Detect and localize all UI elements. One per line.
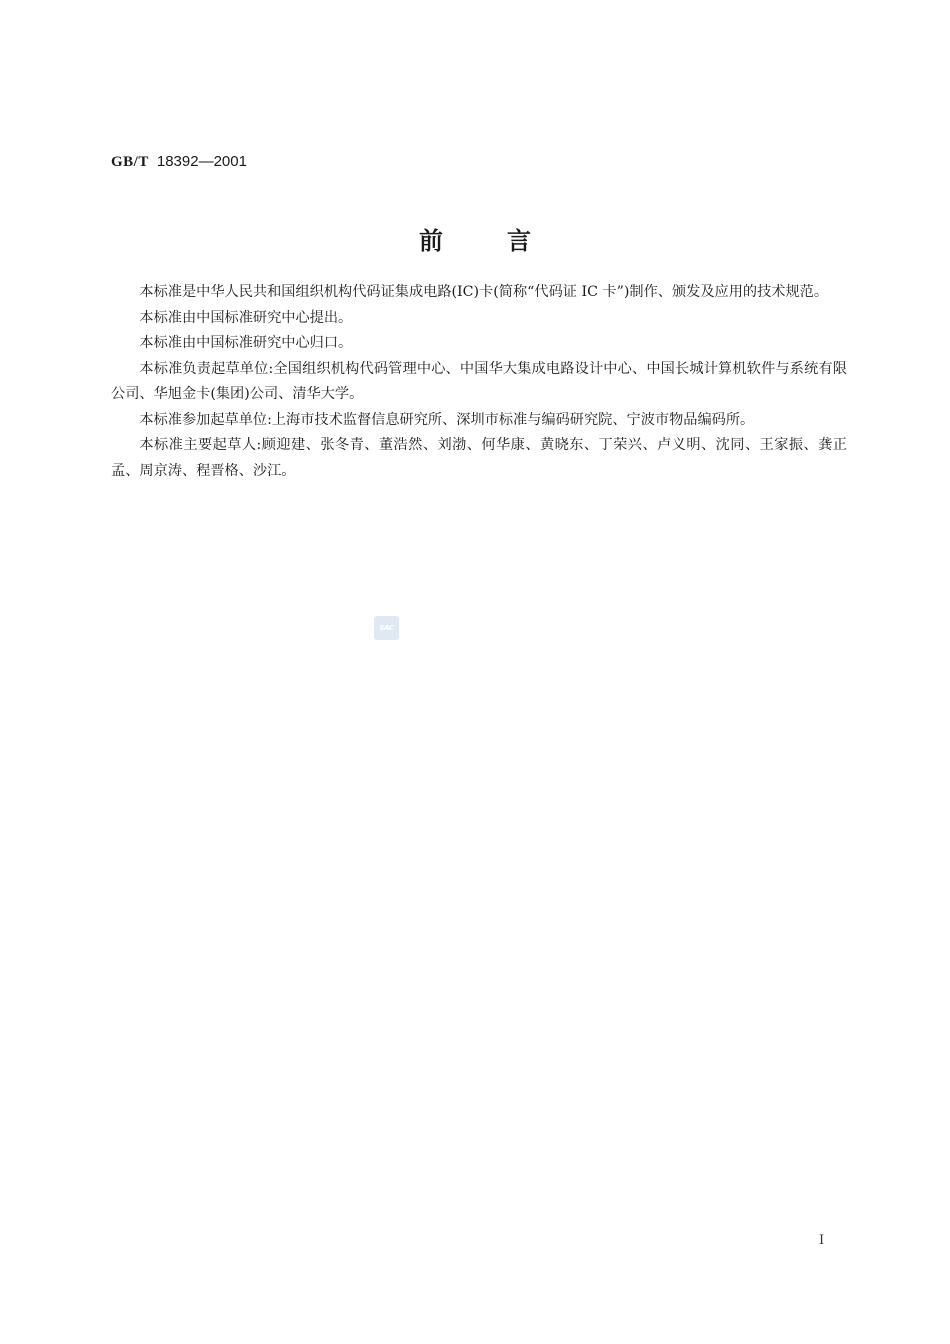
standard-number: 18392—2001 (156, 153, 247, 170)
paragraph-responsible-drafters: 本标准负责起草单位:全国组织机构代码管理中心、中国华大集成电路设计中心、中国长城计算机软件与系统有限公司、华旭金卡(集团)公司、清华大学。 (111, 360, 847, 402)
paragraph-participating-drafters: 本标准参加起草单位:上海市技术监督信息研究所、深圳市标准与编码研究院、宁波市物品编码所。 (139, 411, 755, 428)
paragraph-main-drafters: 本标准主要起草人:顾迎建、张冬青、董浩然、刘渤、何华康、黄晓东、丁荣兴、卢义明、沈同、王家振、龚正孟、周京涛、程晋格、沙江。 (111, 437, 847, 479)
paragraph-proposer: 本标准由中国标准研究中心提出。 (139, 309, 353, 326)
page-title: 前言 (419, 226, 595, 255)
foreword-body (111, 280, 847, 484)
page-number: I (819, 1233, 825, 1248)
standard-code (111, 151, 247, 172)
paragraph-scope: 本标准是中华人民共和国组织机构代码证集成电路(IC)卡(简称“代码证 IC 卡”)制作、颁发及应用的技术规范。 (139, 284, 829, 300)
standard-prefix: GB/T (111, 154, 149, 170)
sac-watermark-logo: SAC (374, 616, 399, 640)
paragraph-administrator: 本标准由中国标准研究中心归口。 (139, 335, 353, 351)
